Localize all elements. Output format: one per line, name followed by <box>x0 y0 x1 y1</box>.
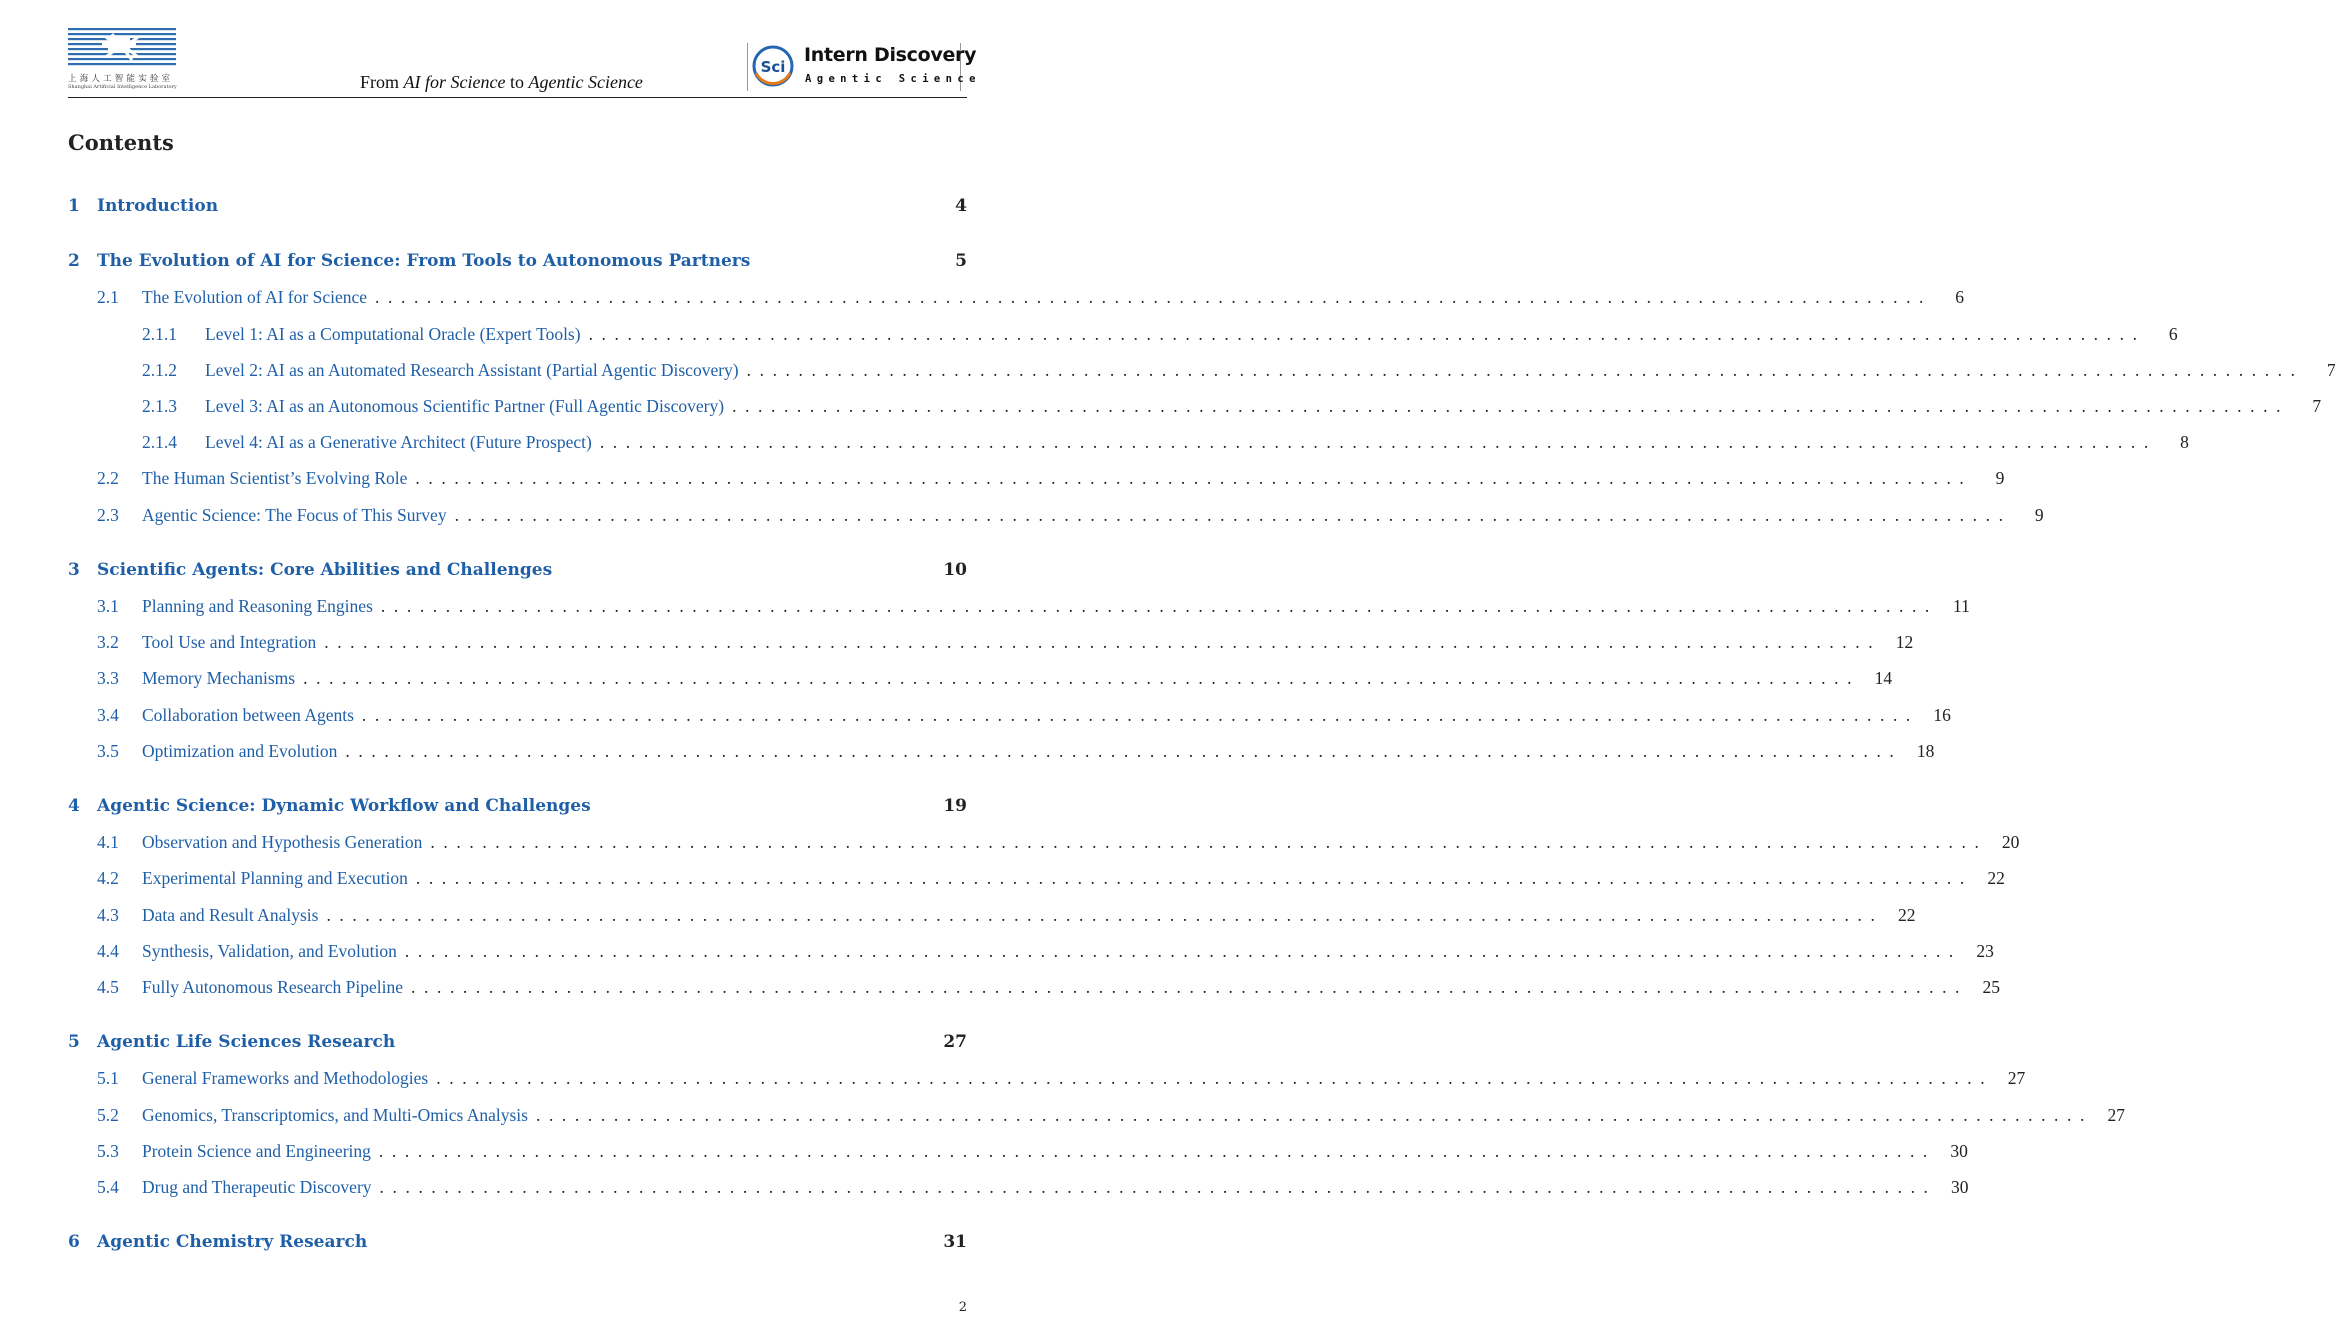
toc-page-number[interactable]: 27 <box>943 1032 967 1053</box>
toc-subsection[interactable] <box>68 1104 2125 1131</box>
toc-number: 3 <box>68 559 80 580</box>
toc-subsubsection[interactable] <box>68 359 2336 386</box>
toc-subsubsection[interactable] <box>68 323 2178 350</box>
toc-number: 2.1.4 <box>142 432 177 453</box>
toc-number: 6 <box>68 1232 80 1253</box>
toc-section[interactable] <box>68 251 967 277</box>
toc-page-number[interactable]: 30 <box>1951 1177 1969 1197</box>
toc-title-link[interactable]: Data and Result Analysis <box>142 904 319 925</box>
toc-title-link[interactable]: Introduction <box>97 196 219 216</box>
toc-title-link[interactable]: The Evolution of AI for Science <box>142 287 368 308</box>
toc-subsection[interactable] <box>68 1140 1968 1167</box>
toc-section[interactable] <box>68 796 967 822</box>
toc-title-link[interactable]: Agentic Chemistry Research <box>97 1232 368 1253</box>
toc-title-link[interactable]: Fully Autonomous Research Pipeline <box>142 977 404 997</box>
toc-leader-dots: ........................................................................................................................ <box>599 432 2157 453</box>
toc-leader-dots: ........................................................................................................................ <box>326 904 1884 925</box>
toc-leader-dots: ........................................................................................................................ <box>345 740 1903 761</box>
contents-heading: Contents <box>68 130 174 155</box>
lab-name-cn: 上海人工智能实验室 <box>68 74 174 84</box>
toc-page-number[interactable]: 22 <box>1987 868 2005 889</box>
toc-subsection[interactable] <box>68 468 2005 494</box>
toc-leader-dots: ........................................................................................................................ <box>379 1177 1937 1197</box>
toc-page-number[interactable]: 16 <box>1933 704 1951 725</box>
toc-leader-dots: ........................................................................................................................ <box>361 704 1919 725</box>
toc-page-number[interactable]: 6 <box>2168 323 2178 344</box>
toc-title-link[interactable]: Level 3: AI as an Autonomous Scientific Partner (Full Agentic Discovery) <box>205 396 725 416</box>
toc-page-number[interactable]: 11 <box>1953 596 1970 616</box>
toc-leader-dots: ........................................................................................................................ <box>303 668 1861 689</box>
toc-subsection[interactable] <box>68 904 1916 931</box>
toc-number: 2.1.1 <box>142 323 177 344</box>
toc-number: 4.4 <box>97 940 119 961</box>
toc-page-number[interactable]: 27 <box>2107 1104 2125 1125</box>
toc-leader-dots: ........................................................................................................................ <box>746 359 2304 380</box>
running-title: From AI for Science to Agentic Science <box>360 72 643 92</box>
toc-page-number[interactable]: 9 <box>2034 504 2044 525</box>
toc-leader-dots: ........................................................................................................................ <box>380 596 1938 616</box>
toc-number: 4 <box>68 796 80 816</box>
toc-page-number[interactable]: 4 <box>955 196 967 216</box>
toc-leader-dots: ........................................................................................................................ <box>404 940 1962 961</box>
toc-number: 2.2 <box>97 468 119 489</box>
toc-number: 5.1 <box>97 1068 119 1089</box>
lab-name-en: Shanghai Artificial Intelligence Laboratory <box>68 84 177 90</box>
toc-subsection[interactable] <box>68 832 2020 858</box>
toc-leader-dots: ........................................................................................................................ <box>732 396 2290 416</box>
toc-title-link[interactable]: Level 2: AI as an Automated Research Assistant (Partial Agentic Discovery) <box>205 359 739 380</box>
toc-page-number[interactable]: 14 <box>1874 668 1893 689</box>
toc-title-link[interactable]: Level 4: AI as a Generative Architect (Future Prospect) <box>205 432 592 453</box>
toc-title-link[interactable]: Synthesis, Validation, and Evolution <box>142 940 397 961</box>
toc-leader-dots: ........................................................................................................................ <box>415 468 1973 489</box>
toc-number: 5 <box>68 1032 80 1053</box>
toc-subsection[interactable] <box>68 504 2044 531</box>
toc-leader-dots: ........................................................................................................................ <box>411 977 1969 997</box>
toc-number: 3.4 <box>97 704 119 725</box>
toc-title-link[interactable]: Experimental Planning and Execution <box>142 868 408 889</box>
toc-leader-dots: ........................................................................................................................ <box>324 632 1882 653</box>
toc-title-link[interactable]: Agentic Science: Dynamic Workflow and Challenges <box>97 796 591 816</box>
toc-title-link[interactable]: Protein Science and Engineering <box>142 1140 371 1161</box>
toc-title-link[interactable]: Collaboration between Agents <box>142 704 354 725</box>
toc-number: 4.1 <box>97 832 119 853</box>
toc-title-link[interactable]: Optimization and Evolution <box>142 740 338 761</box>
toc-number: 3.5 <box>97 740 119 761</box>
toc-page-number[interactable]: 6 <box>1955 287 1965 308</box>
toc-subsection[interactable] <box>68 977 2001 1003</box>
toc-leader-dots: ........................................................................................................................ <box>588 323 2146 344</box>
toc-title-link[interactable]: The Human Scientist’s Evolving Role <box>142 468 408 489</box>
toc-subsection[interactable] <box>68 596 1970 622</box>
brand-logo <box>747 43 981 91</box>
toc-subsection[interactable] <box>68 668 1893 694</box>
toc-section[interactable] <box>68 1032 967 1058</box>
toc-page-number[interactable]: 12 <box>1895 632 1914 653</box>
brand-subtitle: Agentic Science <box>805 73 981 85</box>
toc-page-number[interactable]: 30 <box>1950 1140 1968 1161</box>
toc-number: 2 <box>68 251 80 272</box>
page-header <box>68 24 981 98</box>
toc-leader-dots: ........................................................................................................................ <box>430 832 1988 853</box>
toc-leader-dots: ........................................................................................................................ <box>454 504 2012 525</box>
toc-section[interactable] <box>68 1232 967 1258</box>
toc-number: 4.3 <box>97 904 119 925</box>
toc-page-number[interactable]: 8 <box>2180 432 2189 453</box>
toc-subsection[interactable] <box>68 287 1965 313</box>
sci-badge-icon <box>750 43 796 89</box>
toc-subsubsection[interactable] <box>68 396 2322 422</box>
toc-number: 3.2 <box>97 632 119 653</box>
toc-title-link[interactable]: Agentic Life Sciences Research <box>97 1032 396 1053</box>
toc-title-link[interactable]: Tool Use and Integration <box>142 632 317 653</box>
header-rule <box>68 97 967 98</box>
toc-subsection[interactable] <box>68 1177 1969 1203</box>
toc-title-link[interactable]: Memory Mechanisms <box>142 668 296 689</box>
toc-title-link[interactable]: Planning and Reasoning Engines <box>142 596 373 616</box>
toc-title-link[interactable]: Genomics, Transcriptomics, and Multi-Omics Analysis <box>142 1104 528 1125</box>
toc-number: 1 <box>68 196 80 216</box>
toc-leader-dots: ........................................................................................................................ <box>375 287 1933 308</box>
toc-number: 5.2 <box>97 1104 119 1125</box>
toc-number: 5.4 <box>97 1177 119 1197</box>
page-number: 2 <box>958 1300 967 1315</box>
toc-page-number[interactable]: 7 <box>2326 359 2336 380</box>
toc-title-link[interactable]: Scientific Agents: Core Abilities and Challenges <box>97 559 553 580</box>
toc-number: 2.1 <box>97 287 119 308</box>
toc-number: 3.3 <box>97 668 119 689</box>
toc-subsection[interactable] <box>68 740 1935 767</box>
svg-text:Sci: Sci <box>760 58 786 76</box>
toc-number: 4.2 <box>97 868 119 889</box>
toc-subsection[interactable] <box>68 704 1951 731</box>
toc-leader-dots: ........................................................................................................................ <box>415 868 1973 889</box>
toc-page-number[interactable]: 27 <box>2007 1068 2026 1089</box>
toc-subsection[interactable] <box>68 940 1994 967</box>
toc-section[interactable] <box>68 196 967 222</box>
toc-page-number[interactable]: 18 <box>1916 740 1935 761</box>
lab-logo <box>68 26 188 90</box>
toc-page-number[interactable]: 23 <box>1976 940 1994 961</box>
toc-title-link[interactable]: General Frameworks and Methodologies <box>142 1068 429 1089</box>
toc-section[interactable] <box>68 560 967 586</box>
toc-number: 2.3 <box>97 504 119 525</box>
toc-page-number[interactable]: 20 <box>2001 832 2020 853</box>
toc-title-link[interactable]: The Evolution of AI for Science: From Tools to Autonomous Partners <box>97 251 751 272</box>
toc-leader-dots: ........................................................................................................................ <box>436 1068 1994 1089</box>
toc-number: 2.1.2 <box>142 359 177 380</box>
toc-page-number[interactable]: 19 <box>943 796 967 816</box>
toc-leader-dots: ........................................................................................................................ <box>535 1104 2093 1125</box>
toc-subsection[interactable] <box>68 632 1914 658</box>
toc-subsection[interactable] <box>68 868 2005 894</box>
toc-number: 4.5 <box>97 977 119 997</box>
toc-title-link[interactable]: Level 1: AI as a Computational Oracle (Expert Tools) <box>205 323 581 344</box>
toc-leader-dots: ........................................................................................................................ <box>378 1140 1936 1161</box>
toc-page-number[interactable]: 9 <box>1995 468 2005 489</box>
lab-logo-icon <box>68 26 178 68</box>
toc-page-number[interactable]: 10 <box>943 559 967 580</box>
toc-title-link[interactable]: Agentic Science: The Focus of This Survey <box>142 504 447 525</box>
toc-page-number[interactable]: 25 <box>1982 977 2001 997</box>
toc-subsubsection[interactable] <box>68 432 2189 458</box>
toc-page-number[interactable]: 7 <box>2312 396 2322 416</box>
toc-number: 2.1.3 <box>142 396 177 416</box>
toc-title-link[interactable]: Observation and Hypothesis Generation <box>142 832 423 853</box>
toc-page-number[interactable]: 5 <box>955 251 967 272</box>
toc-number: 5.3 <box>97 1140 119 1161</box>
toc-number: 3.1 <box>97 596 119 616</box>
toc-page-number[interactable]: 31 <box>943 1232 967 1253</box>
toc-subsection[interactable] <box>68 1068 2026 1094</box>
brand-name: Intern Discovery <box>804 44 977 66</box>
toc-title-link[interactable]: Drug and Therapeutic Discovery <box>142 1177 372 1197</box>
toc-page-number[interactable]: 22 <box>1897 904 1916 925</box>
